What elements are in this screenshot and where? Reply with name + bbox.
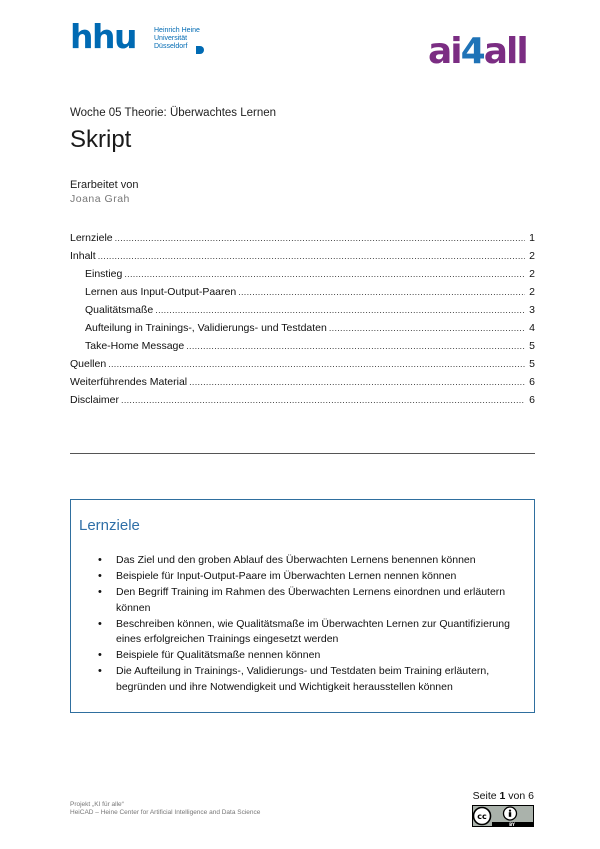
- author-label: Erarbeitet von: [70, 179, 139, 191]
- toc-entry[interactable]: Inhalt . . . 2: [70, 250, 535, 268]
- toc-entry[interactable]: Aufteilung in Trainings-, Validierungs- und Testdaten . . . 4: [70, 322, 535, 340]
- list-item: • Das Ziel und den groben Ablauf des Überwachten Lernens benennen können: [98, 553, 528, 569]
- hhu-logo: [70, 17, 210, 58]
- toc-entry[interactable]: Take-Home Message . . . 5: [70, 340, 535, 358]
- svg-text:ai4all: ai4all: [428, 31, 527, 71]
- toc-entry[interactable]: Lernziele . . . 1: [70, 232, 535, 250]
- toc-entry[interactable]: Einstieg . . . 2: [70, 268, 535, 286]
- footer-project: Projekt „KI für alle“: [70, 801, 124, 808]
- toc-entry[interactable]: Quellen . . . 5: [70, 358, 535, 376]
- cc-by-label: BY: [509, 822, 515, 827]
- hhu-logo-mark: hhu: [70, 17, 136, 56]
- list-item: • Beschreiben können, wie Qualitätsmaße im Überwachten Lernen zur Quantifizierung eines erfolgreichen Trainings eingesetzt werden: [98, 617, 528, 648]
- divider: [70, 453, 535, 454]
- hhu-logo-square: [196, 46, 204, 54]
- week-title: Woche 05 Theorie: Überwachtes Lernen: [70, 107, 277, 119]
- table-of-contents: [70, 232, 535, 412]
- list-item: • Beispiele für Qualitätsmaße nennen können: [98, 648, 528, 664]
- hhu-logo-text: Heinrich Heine Universität Düsseldorf: [154, 27, 200, 50]
- toc-entry[interactable]: Weiterführendes Material . . . 6: [70, 376, 535, 394]
- footer-credits: [70, 801, 260, 817]
- learning-goals-list: [98, 553, 528, 696]
- cc-by-license-badge: [472, 805, 534, 827]
- toc-entry[interactable]: Qualitätsmaße . . . 3: [70, 304, 535, 322]
- toc-entry[interactable]: Lernen aus Input-Output-Paaren . . . 2: [70, 286, 535, 304]
- author-name: Joana Grah: [70, 193, 130, 205]
- list-item: • Die Aufteilung in Trainings-, Validierungs- und Testdaten beim Training erläutern, begründen und ihre Notwendigkeit und Wichtigkeit herausstellen können: [98, 664, 528, 695]
- toc-entry[interactable]: Disclaimer . . . 6: [70, 394, 535, 412]
- list-item: • Den Begriff Training im Rahmen des Überwachten Lernens einordnen und erläutern können: [98, 585, 528, 616]
- page-title: Skript: [70, 126, 132, 153]
- learning-goals-title: Lernziele: [79, 517, 140, 534]
- footer-org: HeiCAD – Heine Center for Artificial Intelligence and Data Science: [70, 809, 261, 816]
- ai4all-logo: [428, 29, 540, 71]
- learning-goals-box: [70, 499, 535, 713]
- svg-text:cc: cc: [477, 812, 487, 821]
- page-indicator: Seite 1 von 6: [472, 790, 534, 802]
- list-item: • Beispiele für Input-Output-Paare im Überwachten Lernen nennen können: [98, 569, 528, 585]
